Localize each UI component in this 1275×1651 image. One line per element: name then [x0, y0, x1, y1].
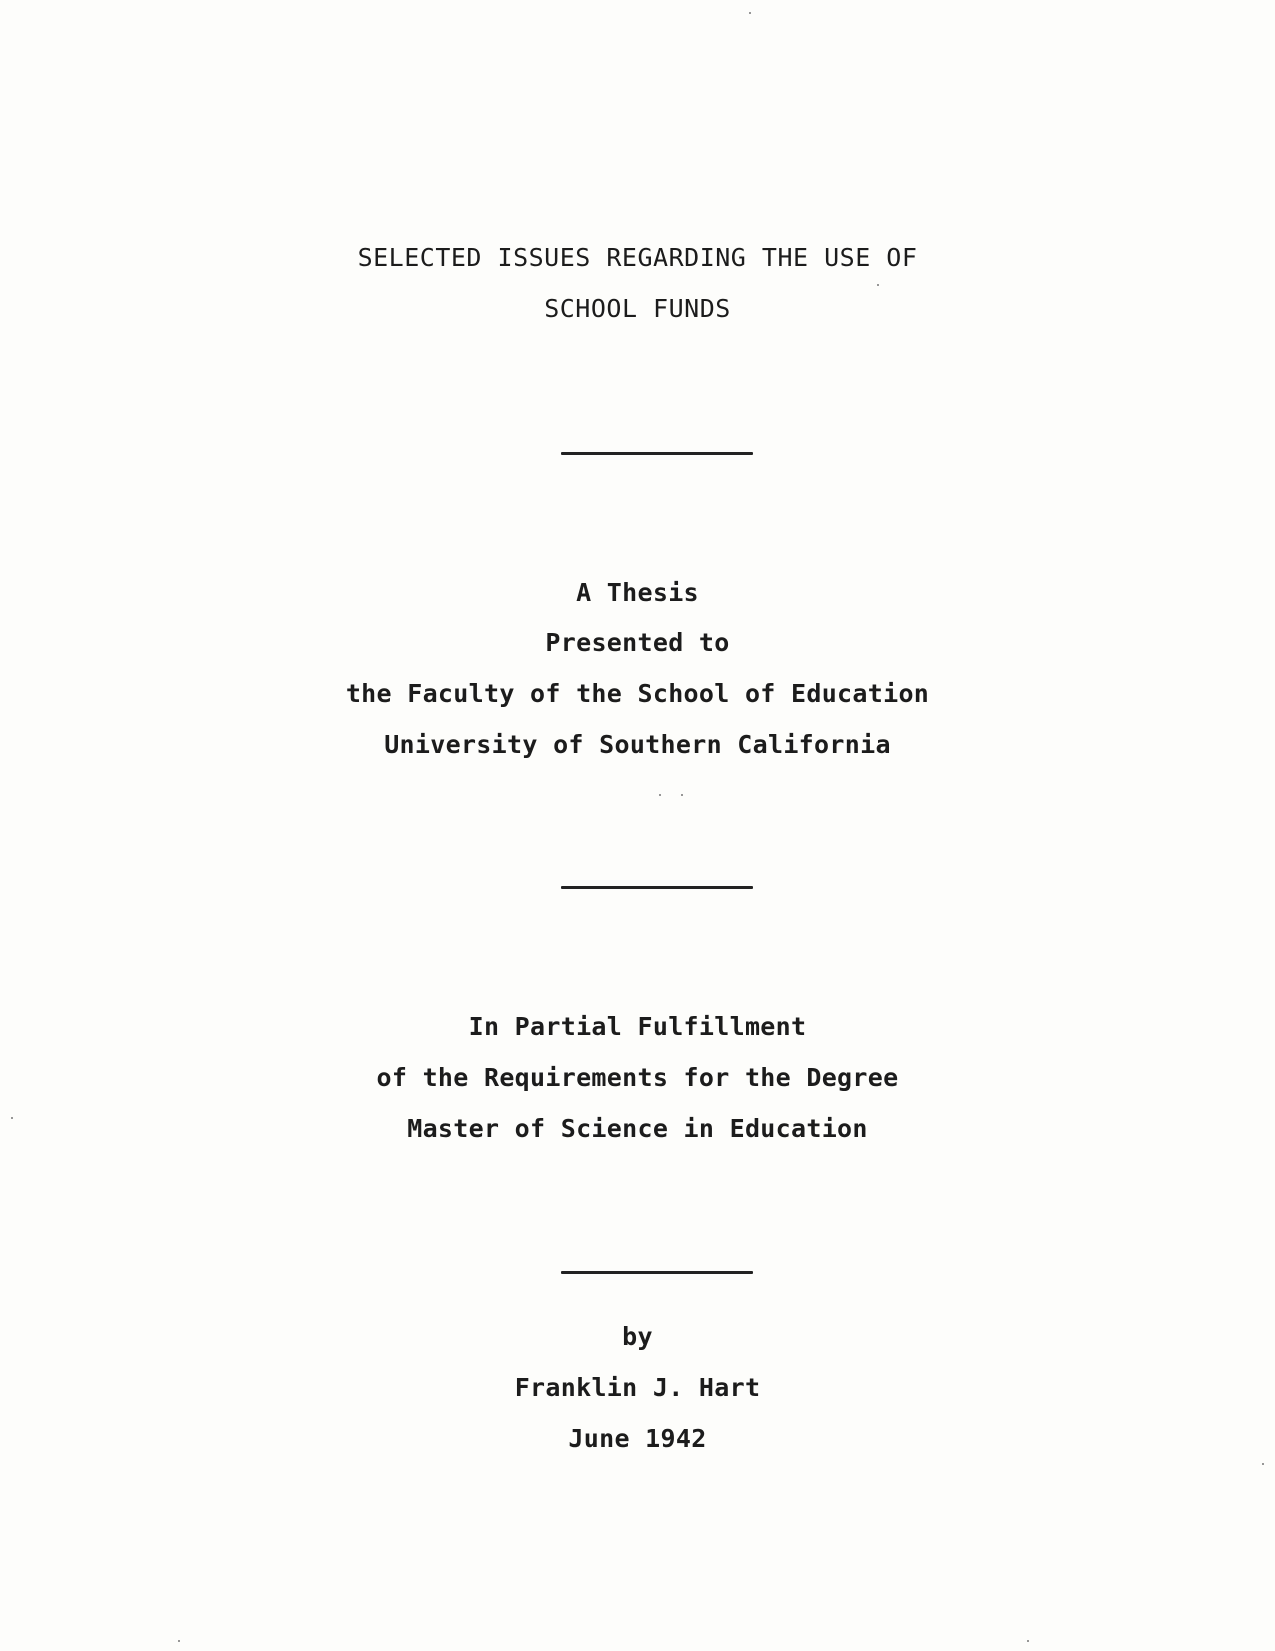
scan-speck	[178, 1640, 180, 1642]
title-line-1: SELECTED ISSUES REGARDING THE USE OF	[357, 243, 918, 272]
scan-speck	[659, 794, 661, 796]
byline-by: by	[622, 1322, 653, 1351]
divider-rule-3	[561, 1271, 753, 1274]
scan-speck	[681, 794, 683, 796]
fulfillment-line-3: Master of Science in Education	[407, 1114, 868, 1143]
scan-speck	[749, 12, 751, 14]
byline-author: Franklin J. Hart	[514, 1373, 761, 1402]
fulfillment-line-1: In Partial Fulfillment	[468, 1012, 807, 1041]
presentation-line-2: Presented to	[545, 628, 730, 657]
scan-speck	[877, 284, 879, 286]
fulfillment-line-2: of the Requirements for the Degree	[376, 1063, 899, 1092]
divider-rule-1	[561, 452, 753, 455]
scan-speck	[1262, 1463, 1264, 1465]
presentation-line-1: A Thesis	[576, 578, 699, 607]
presentation-line-3: the Faculty of the School of Education	[345, 679, 930, 708]
scan-speck	[11, 1117, 13, 1119]
presentation-line-4: University of Southern California	[384, 730, 891, 759]
title-line-2: SCHOOL FUNDS	[544, 294, 731, 323]
byline-date: June 1942	[568, 1424, 707, 1453]
scan-speck	[1027, 1640, 1029, 1642]
divider-rule-2	[561, 886, 753, 889]
